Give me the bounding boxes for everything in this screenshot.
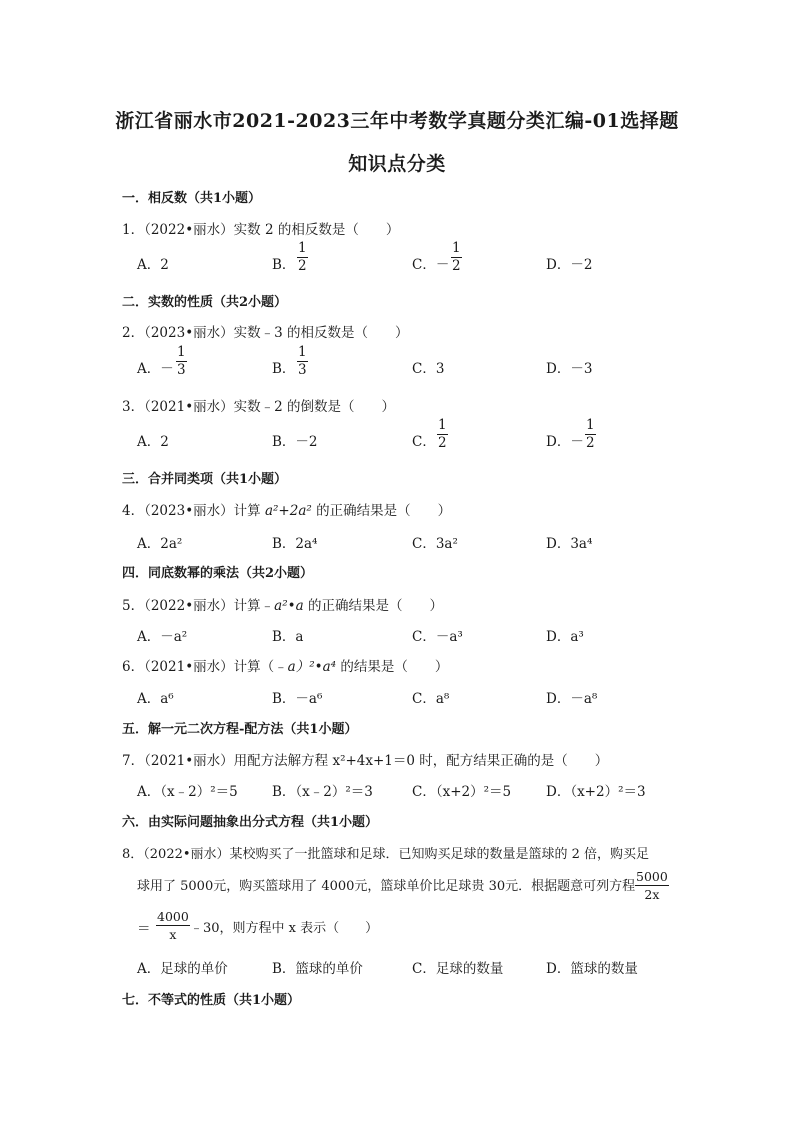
q6-option-a: A．a⁶ (137, 691, 174, 707)
numerator: 5000 (636, 869, 668, 884)
section-heading-3: 三．合并同类项（共1小题） (122, 472, 288, 487)
question-5 (122, 594, 443, 614)
document-title: 浙江省丽水市2021-2023三年中考数学真题分类汇编-01选择题 (115, 110, 679, 132)
numerator: 1 (452, 240, 461, 256)
q3-option-b: B．－2 (272, 434, 318, 450)
q7-option-c: C．（x+2）²＝5 (412, 784, 512, 800)
q2-option-a-fraction (176, 344, 187, 379)
q3-option-d-label: D．－ (546, 434, 584, 450)
question-6 (122, 655, 448, 675)
denominator: 2 (586, 435, 595, 451)
q4-option-a: A．2a² (137, 536, 183, 552)
question-3: 3．（2021•丽水）实数﹣2 的倒数是（ ） (122, 399, 396, 415)
document-subtitle: 知识点分类 (348, 153, 446, 175)
numerator: 1 (177, 344, 186, 360)
q8-equation-right-fraction (156, 908, 190, 943)
q8-option-a: A．足球的单价 (137, 961, 228, 977)
q6-option-b: B．－a⁶ (272, 691, 323, 707)
section-heading-2: 二．实数的性质（共2小题） (122, 295, 288, 310)
q8-option-d: D．篮球的数量 (546, 961, 638, 977)
question-4 (122, 499, 451, 519)
q8-option-b: B．篮球的单价 (272, 961, 363, 977)
question-text: 4．（2023•丽水）计算 (122, 503, 265, 519)
q1-option-a: A．2 (137, 257, 169, 273)
question-2: 2．（2023•丽水）实数﹣3 的相反数是（ ） (122, 325, 409, 341)
q5-option-c: C．－a³ (412, 629, 463, 645)
numerator: 4000 (157, 909, 189, 924)
math-expression: a）²•a⁴ (287, 659, 337, 675)
math-expression: a²•a (274, 598, 304, 614)
question-8-line-1: 8．（2022•丽水）某校购买了一批篮球和足球．已知购买足球的数量是篮球的 2 倍，购买足 (122, 847, 650, 862)
question-text: 5．（2022•丽水）计算﹣ (122, 598, 275, 614)
section-heading-4: 四．同底数幂的乘法（共2小题） (122, 566, 314, 581)
q3-option-d-fraction (585, 417, 596, 452)
numerator: 1 (586, 417, 595, 433)
question-text: 的结果是（ ） (336, 659, 449, 675)
q3-option-c-fraction (437, 417, 448, 452)
denominator: x (169, 927, 177, 942)
q2-option-b-fraction (297, 344, 308, 379)
q5-option-b: B．a (272, 629, 304, 645)
q2-option-b-label: B． (272, 361, 296, 377)
section-heading-5: 五．解一元二次方程-配方法（共1小题） (122, 722, 358, 737)
q2-option-d: D．－3 (546, 361, 593, 377)
denominator: 3 (177, 362, 186, 378)
question-text: 的正确结果是（ ） (311, 503, 452, 519)
q7-option-a: A．（x﹣2）²＝5 (137, 784, 238, 800)
q1-option-d: D．－2 (546, 257, 593, 273)
question-text: 6．（2021•丽水）计算（﹣ (122, 659, 288, 675)
q3-option-c-label: C． (412, 434, 436, 450)
q5-option-d: D．a³ (546, 629, 584, 645)
question-8-line-2: 球用了 5000元，购买篮球用了 4000元，篮球单价比足球贵 30元．根据题意可列方程 (137, 879, 636, 894)
q4-option-d: D．3a⁴ (546, 536, 593, 552)
numerator: 1 (298, 344, 307, 360)
q1-option-b-label: B． (272, 257, 296, 273)
denominator: 2x (644, 887, 660, 902)
q4-option-c: C．3a² (412, 536, 458, 552)
q6-option-d: D．－a⁸ (546, 691, 598, 707)
q8-equals-sign: ＝ (137, 921, 151, 937)
q3-option-a: A．2 (137, 434, 169, 450)
q1-option-c-label: C．－ (412, 257, 450, 273)
numerator: 1 (438, 417, 447, 433)
denominator: 2 (298, 258, 307, 274)
q8-equation-left-fraction (635, 868, 669, 903)
question-7: 7．（2021•丽水）用配方法解方程 x²+4x+1＝0 时，配方结果正确的是（ ） (122, 753, 609, 769)
q6-option-c: C．a⁸ (412, 691, 450, 707)
denominator: 2 (438, 435, 447, 451)
section-heading-1: 一．相反数（共1小题） (122, 191, 262, 206)
q2-option-a-label: A．－ (137, 361, 174, 377)
q5-option-a: A．－a² (137, 629, 188, 645)
q1-option-b-fraction (297, 240, 308, 275)
section-heading-6: 六．由实际问题抽象出分式方程（共1小题） (122, 815, 379, 830)
q4-option-b: B．2a⁴ (272, 536, 318, 552)
q2-option-c: C．3 (412, 361, 445, 377)
section-heading-7: 七．不等式的性质（共1小题） (122, 993, 301, 1008)
denominator: 2 (452, 258, 461, 274)
numerator: 1 (298, 240, 307, 256)
q7-option-b: B．（x﹣2）²＝3 (272, 784, 373, 800)
math-expression: a²+2a² (264, 503, 312, 519)
q8-option-c: C．足球的数量 (412, 961, 504, 977)
question-8-line-3: ﹣30，则方程中 x 表示（ ） (190, 921, 379, 936)
question-1: 1．（2022•丽水）实数 2 的相反数是（ ） (122, 222, 400, 238)
q1-option-c-fraction (451, 240, 462, 275)
denominator: 3 (298, 362, 307, 378)
question-text: 的正确结果是（ ） (303, 598, 443, 614)
q7-option-d: D．（x+2）²＝3 (546, 784, 646, 800)
